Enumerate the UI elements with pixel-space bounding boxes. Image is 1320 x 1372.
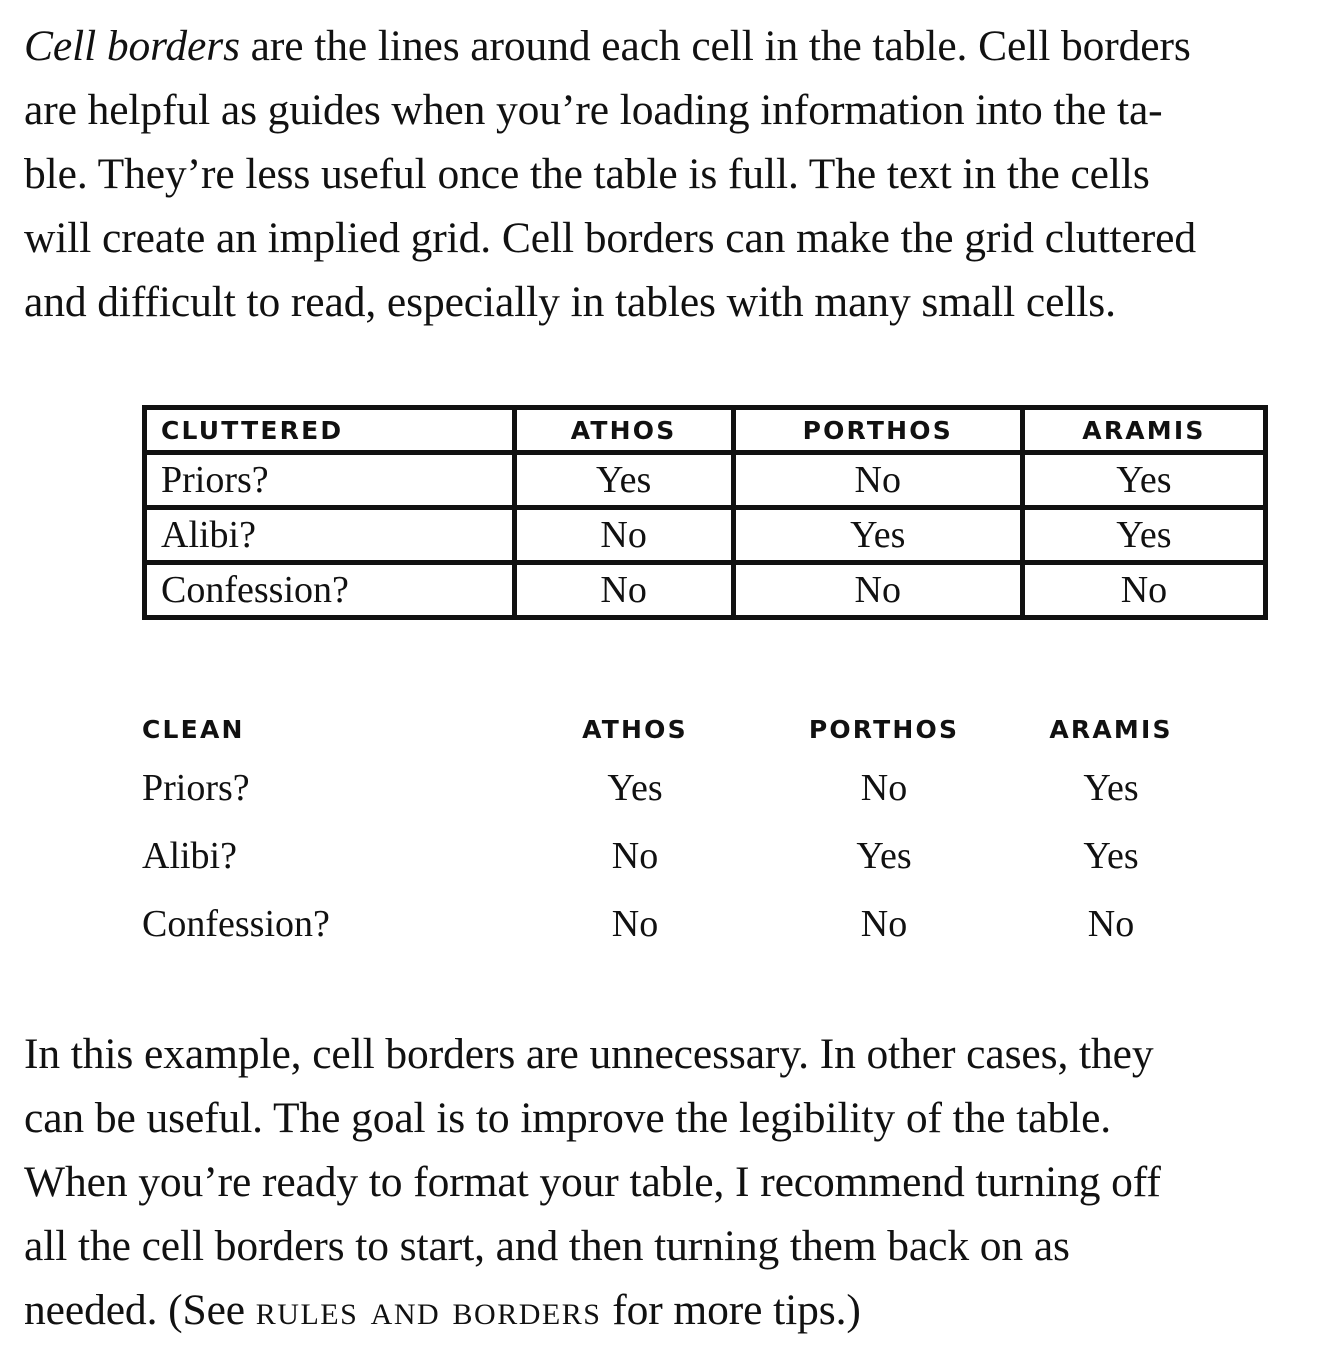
outro-line-2: can be useful. The goal is to improve the legibility of the table.	[24, 1094, 1112, 1142]
clean-table	[142, 704, 1222, 958]
rules-and-borders-link[interactable]: rules and borders	[255, 1286, 602, 1334]
table-cell: No	[733, 453, 1022, 508]
outro-paragraph	[24, 1022, 1314, 1342]
clean-header-row	[142, 704, 1222, 754]
table-cell: No	[611, 835, 659, 877]
table-cell: Yes	[514, 453, 733, 508]
table-cell: Yes	[1022, 508, 1265, 563]
table-cell: Yes	[1083, 767, 1139, 809]
table-row	[145, 453, 1266, 508]
clean-header-athos: ATHOS	[582, 714, 688, 744]
row-label: Alibi?	[142, 835, 237, 877]
cluttered-header-porthos: PORTHOS	[733, 408, 1022, 453]
clean-header-porthos: PORTHOS	[808, 714, 960, 744]
clean-header-aramis: ARAMIS	[1049, 714, 1173, 744]
table-cell: No	[860, 903, 908, 945]
intro-line-3: ble. They’re less useful once the table is full. The text in the cells	[24, 150, 1150, 198]
cluttered-header-athos: ATHOS	[514, 408, 733, 453]
intro-line-5: and difficult to read, especially in tables with many small cells.	[24, 278, 1116, 326]
cluttered-header-label: CLUTTERED	[145, 408, 515, 453]
table-cell: No	[611, 903, 659, 945]
intro-line-2: are helpful as guides when you’re loading information into the ta-	[24, 86, 1163, 134]
row-label: Priors?	[145, 453, 515, 508]
row-label: Alibi?	[145, 508, 515, 563]
clean-header-label: CLEAN	[142, 714, 245, 744]
outro-line-5: needed. (See rules and borders for more tips.)	[24, 1286, 861, 1334]
table-cell: Yes	[1022, 453, 1265, 508]
table-row	[145, 508, 1266, 563]
intro-line-1: Cell borders are the lines around each cell in the table. Cell borders	[24, 22, 1191, 70]
table-cell: No	[1087, 903, 1135, 945]
row-label: Confession?	[145, 563, 515, 618]
intro-line-4: will create an implied grid. Cell borders can make the grid cluttered	[24, 214, 1196, 262]
outro-line-4: all the cell borders to start, and then turning them back on as	[24, 1222, 1070, 1270]
table-row	[145, 563, 1266, 618]
table-cell: Yes	[856, 835, 912, 877]
table-cell: Yes	[733, 508, 1022, 563]
table-cell: No	[1022, 563, 1265, 618]
table-row	[142, 822, 1222, 890]
table-cell: Yes	[607, 767, 663, 809]
table-row	[142, 890, 1222, 958]
row-label: Priors?	[142, 767, 250, 809]
cluttered-header-row	[145, 408, 1266, 453]
table-cell: No	[733, 563, 1022, 618]
table-cell: No	[860, 767, 908, 809]
cluttered-header-aramis: ARAMIS	[1022, 408, 1265, 453]
row-label: Confession?	[142, 903, 330, 945]
cluttered-table	[142, 405, 1268, 620]
table-cell: No	[514, 508, 733, 563]
table-cell: Yes	[1083, 835, 1139, 877]
outro-line-3: When you’re ready to format your table, I recommend turning off	[24, 1158, 1161, 1206]
table-cell: No	[514, 563, 733, 618]
cell-borders-term: Cell borders	[24, 22, 240, 70]
table-row	[142, 754, 1222, 822]
intro-paragraph	[24, 14, 1314, 334]
outro-line-1: In this example, cell borders are unnecessary. In other cases, they	[24, 1030, 1154, 1078]
